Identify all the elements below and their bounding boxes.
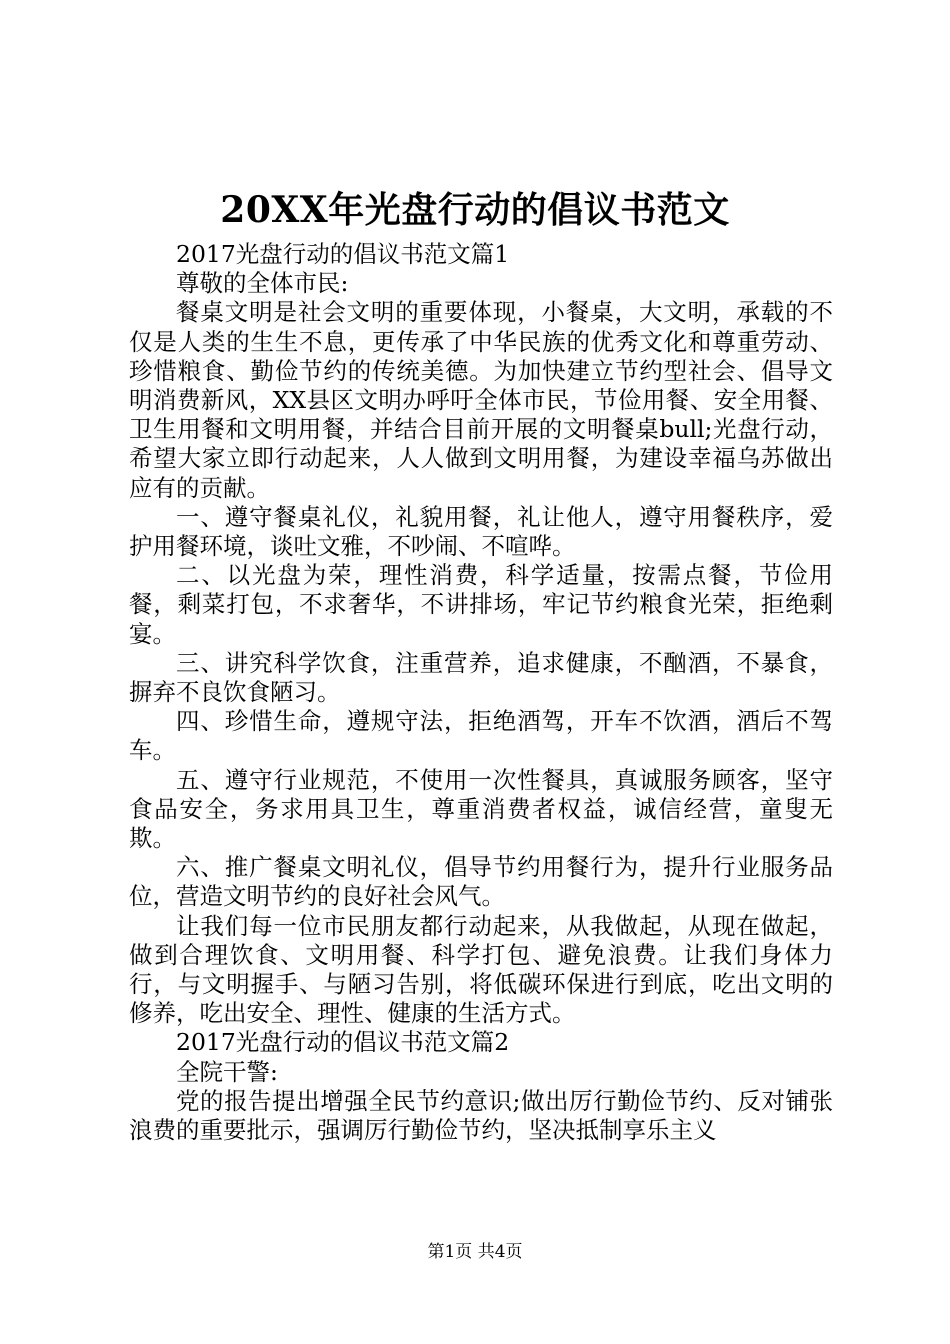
page-number-footer: 第1页 共4页 — [427, 1242, 523, 1262]
list-item-4: 四、珍惜生命，遵规守法，拒绝酒驾，开车不饮酒，酒后不驾车。 — [129, 707, 833, 765]
list-item-2: 二、以光盘为荣，理性消费，科学适量，按需点餐，节俭用餐，剩菜打包，不求奢华，不讲排场，牢记节约粮食光荣，拒绝剩宴。 — [129, 561, 833, 648]
section-heading-1: 2017光盘行动的倡议书范文篇1 — [176, 240, 510, 268]
salutation-1: 尊敬的全体市民: — [176, 269, 349, 298]
list-item-6: 六、推广餐桌文明礼仪，倡导节约用餐行为，提升行业服务品位，营造文明节约的良好社会风气。 — [129, 853, 833, 911]
document-body — [129, 240, 833, 1145]
section-heading-2: 2017光盘行动的倡议书范文篇2 — [176, 1028, 510, 1057]
list-item-5: 五、遵守行业规范，不使用一次性餐具，真诚服务顾客，坚守食品安全，务求用具卫生，尊重消费者权益，诚信经营，童叟无欺。 — [129, 765, 833, 853]
body-paragraph-2: 党的报告提出增强全民节约意识;做出厉行勤俭节约、反对铺张浪费的重要批示，强调厉行勤俭节约，坚决抵制享乐主义 — [129, 1086, 833, 1145]
list-item-3: 三、讲究科学饮食，注重营养，追求健康，不酗酒，不暴食，摒弃不良饮食陋习。 — [129, 648, 833, 707]
document-title: 20XX年光盘行动的倡议书范文 — [220, 189, 730, 231]
list-item-1: 一、遵守餐桌礼仪，礼貌用餐，礼让他人，遵守用餐秩序，爱护用餐环境，谈吐文雅，不吵闹、不喧哗。 — [129, 502, 833, 561]
salutation-2: 全院干警: — [176, 1057, 278, 1086]
body-paragraph: 餐桌文明是社会文明的重要体现，小餐桌，大文明，承载的不仅是人类的生生不息，更传承了中华民族的优秀文化和尊重劳动、珍惜粮食、勤俭节约的传统美德。为加快建立节约型社会、倡导文明消费新风，XX县区文明办呼吁全体市民，节俭用餐、安全用餐、卫生用餐和文明用餐，并结合目前开展的文明餐桌bull;光盘行动，希望大家立即行动起来，人人做到文明用餐，为建设幸福乌苏做出应有的贡献。 — [129, 298, 833, 502]
closing-paragraph: 让我们每一位市民朋友都行动起来，从我做起，从现在做起，做到合理饮食、文明用餐、科学打包、避免浪费。让我们身体力行，与文明握手、与陋习告别，将低碳环保进行到底，吃出文明的修养，吃出安全、理性、健康的生活方式。 — [129, 911, 833, 1028]
